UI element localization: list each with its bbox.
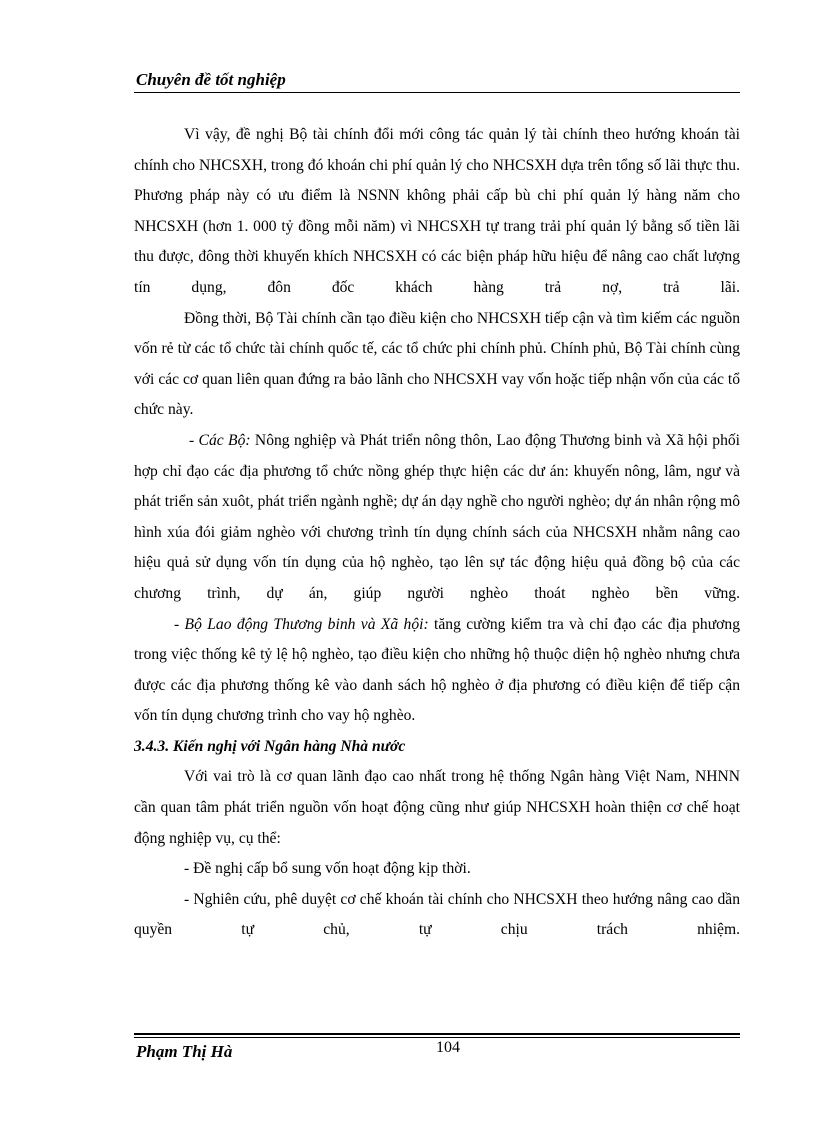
footer-author: Phạm Thị Hà	[136, 1042, 233, 1061]
ministries-label: - Các Bộ:	[189, 431, 251, 449]
labour-ministry-label: - Bộ Lao động Thương binh và Xã hội:	[174, 615, 429, 633]
labour-ministry-text: tăng cường kiểm tra và chỉ đạo các địa phương trong việc thống kê tỷ lệ hộ nghèo, tạo điều kiện cho những hộ thuộc diện hộ nghèo nhưng chưa được các địa phương thống kê vào danh sách hộ nghèo ở địa phương có điều kiện để tiếp cận vốn tín dụng chương trình cho vay hộ nghèo.	[134, 615, 740, 725]
paragraph-capital-supplement: - Đề nghị cấp bổ sung vốn hoạt động kịp thời.	[184, 860, 471, 878]
footer-divider-thin	[134, 1037, 740, 1038]
document-header-title: Chuyên đề tốt nghiệp	[136, 70, 286, 89]
paragraph-state-bank: Với vai trò là cơ quan lãnh đạo cao nhất trong hệ thống Ngân hàng Việt Nam, NHNN cần quan tâm phát triển nguồn vốn hoạt động cũng như giúp NHCSXH hoàn thiện cơ chế hoạt động nghiệp vụ, cụ thể:	[134, 768, 740, 847]
paragraph-ministries	[134, 426, 740, 610]
paragraph-finance-ministry: Vì vậy, đề nghị Bộ tài chính đổi mới công tác quản lý tài chính theo hướng khoán tài chính cho NHCSXH, trong đó khoán chi phí quản lý cho NHCSXH dựa trên tổng số lãi thực thu. Phương pháp này có ưu điểm là NSNN không phải cấp bù chi phí quản lý hàng năm cho NHCSXH (hơn 1. 000 tỷ đồng mỗi năm) vì NHCSXH tự trang trải phí quản lý bằng số tiền lãi thu được, đông thời khuyến khích NHCSXH có các biện pháp hữu hiệu để nâng cao chất lượng tín dụng, đôn đốc khách hàng trả nợ, trả lãi.	[134, 126, 740, 296]
document-body	[134, 120, 740, 946]
page-number: 104	[436, 1039, 460, 1056]
footer-divider-thick	[134, 1033, 740, 1035]
ministries-text: Nông nghiệp và Phát triển nông thôn, Lao động Thương binh và Xã hội phối hợp chỉ đạo các địa phương tổ chức nồng ghép thực hiện các dư án: khuyến nông, lâm, ngư và phát triển sản xuôt, phát triển ngành nghề; dự án dạy nghề cho người nghèo; dự án nhân rộng mô hình xúa đói giảm nghèo với chương trình tín dụng chính sách của NHCSXH nhằm nâng cao hiệu quả sử dụng vốn tín dụng của hộ nghèo, tạo lên sự tác động hiệu quả đồng bộ của các chương trình, dự án, giúp người nghèo thoát nghèo bền vững.	[134, 431, 740, 602]
paragraph-capital-sources: Đồng thời, Bộ Tài chính cần tạo điều kiện cho NHCSXH tiếp cận và tìm kiếm các nguồn vốn rẻ từ các tổ chức tài chính quốc tế, các tổ chức phi chính phủ. Chính phủ, Bộ Tài chính cùng với các cơ quan liên quan đứng ra bảo lãnh cho NHCSXH vay vốn hoặc tiếp nhận vốn của các tổ chức này.	[134, 309, 740, 419]
section-heading: 3.4.3. Kiến nghị với Ngân hàng Nhà nước	[134, 737, 406, 755]
paragraph-financial-mechanism: - Nghiên cứu, phê duyệt cơ chế khoán tài chính cho NHCSXH theo hướng nâng cao dần quyền tự chủ, tự chịu trách nhiệm.	[134, 890, 740, 939]
header-divider	[134, 92, 740, 93]
paragraph-labour-ministry	[134, 610, 740, 732]
